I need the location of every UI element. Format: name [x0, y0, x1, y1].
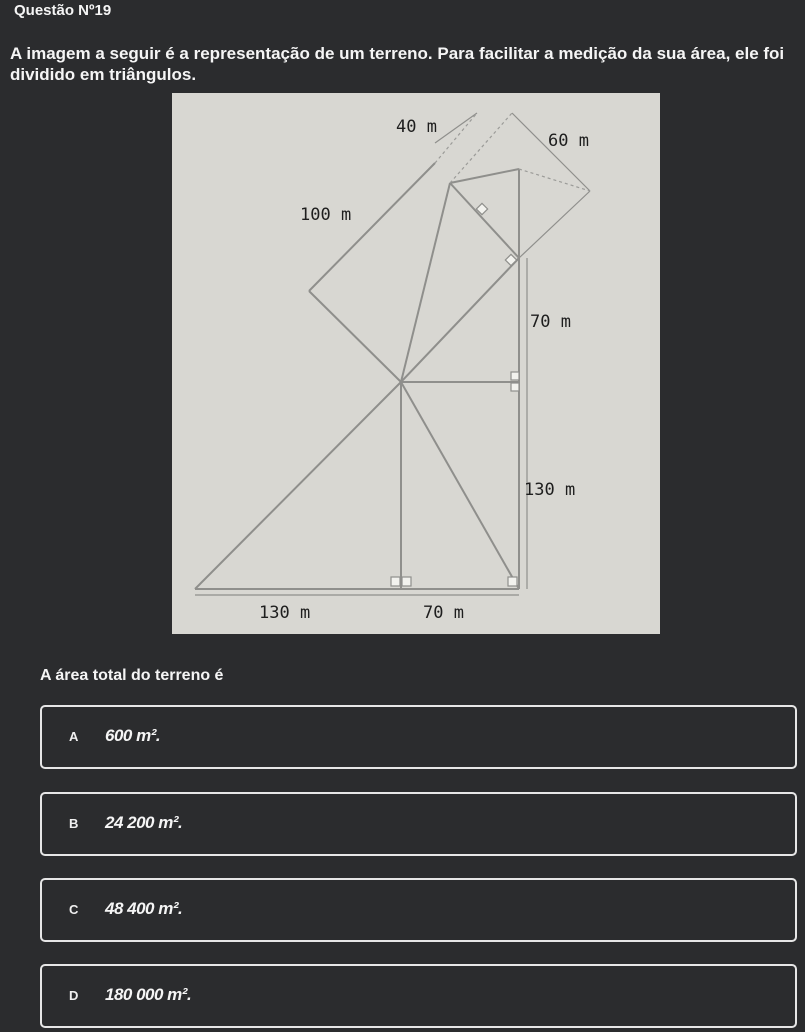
option-d[interactable]	[40, 964, 797, 1028]
label-right-lower: 130 m	[524, 480, 576, 500]
question-number: Questão Nº19	[14, 2, 112, 19]
option-c[interactable]	[40, 878, 797, 942]
lower-left-diagonal	[195, 382, 401, 589]
terrain-figure	[172, 93, 660, 634]
upper-left-lower-side	[309, 291, 401, 382]
option-text: 48 400 m².	[105, 899, 183, 918]
center-to-apex-line	[401, 183, 450, 382]
option-text: 180 000 m².	[105, 985, 192, 1004]
option-a[interactable]	[40, 705, 797, 769]
option-letter: C	[69, 902, 79, 917]
question-prompt: A área total do terreno é	[40, 667, 224, 684]
option-letter: B	[69, 816, 79, 831]
label-left-side: 100 m	[300, 205, 352, 225]
label-bottom-left: 130 m	[259, 603, 311, 623]
option-text: 600 m².	[105, 726, 161, 745]
center-to-right-top-line	[401, 258, 519, 382]
apex-hypotenuse-line	[450, 183, 519, 258]
label-right-upper: 70 m	[530, 312, 571, 332]
upper-left-upper-side	[309, 163, 435, 291]
apex-top-line	[450, 169, 519, 183]
option-text: 24 200 m².	[105, 813, 183, 832]
question-statement: A imagem a seguir é a representação de um terreno. Para facilitar a medição da sua área, ele foi dividido em triângulos.	[10, 44, 785, 84]
option-letter: D	[69, 988, 79, 1003]
terrain-diagram	[172, 93, 660, 634]
label-top-right: 60 m	[548, 131, 589, 151]
label-bottom-right: 70 m	[423, 603, 464, 623]
center-to-corner-line	[401, 382, 519, 589]
option-b[interactable]	[40, 792, 797, 856]
option-letter: A	[69, 729, 79, 744]
label-top-left: 40 m	[396, 117, 437, 137]
